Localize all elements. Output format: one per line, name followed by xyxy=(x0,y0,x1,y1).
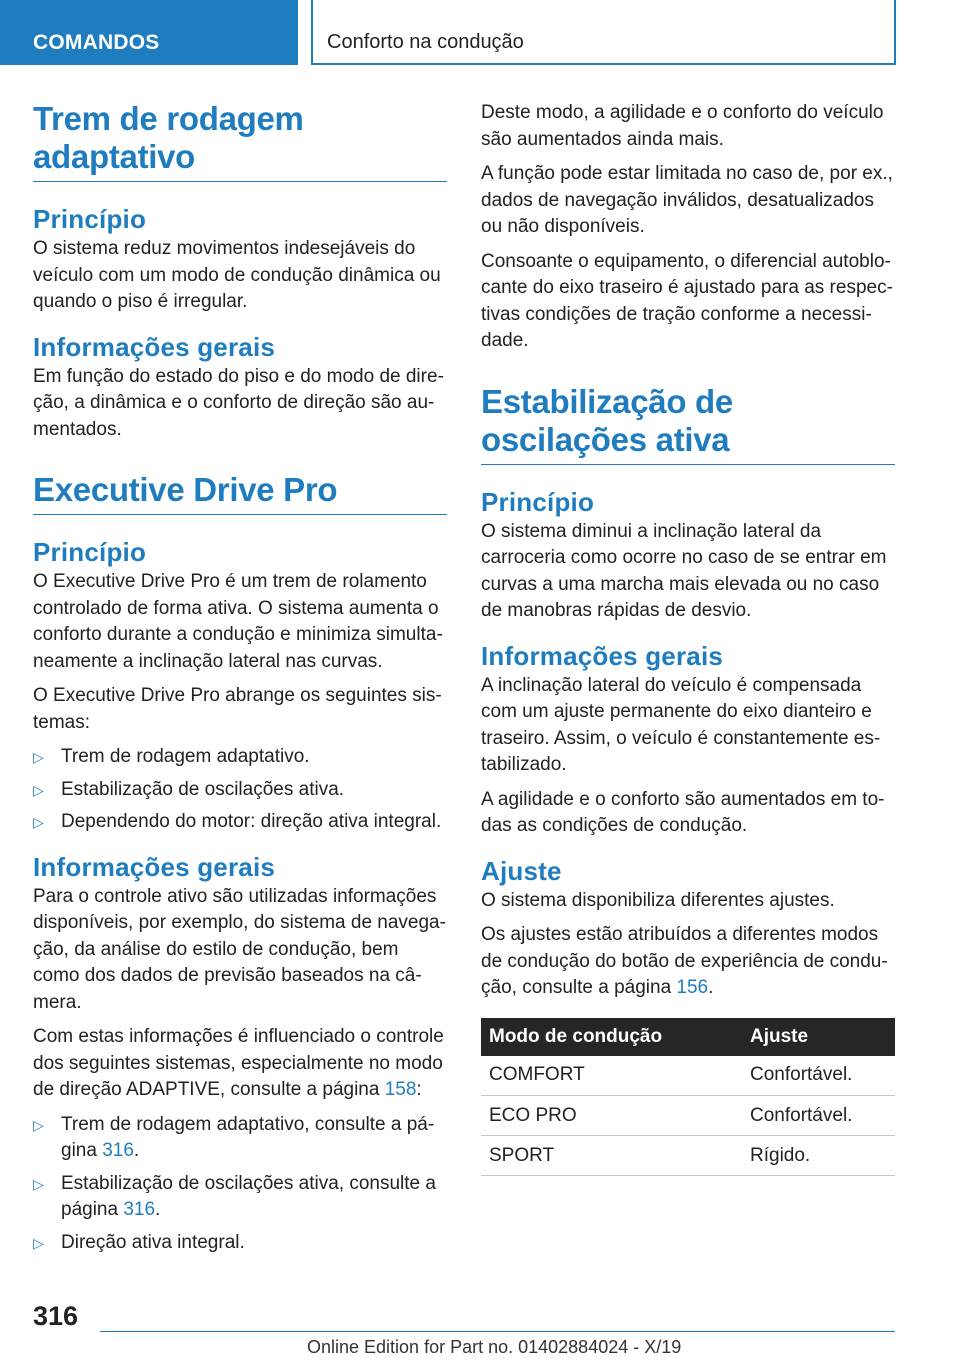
heading-active-roll-stabilization: Estabilização de oscilações ativa xyxy=(481,383,895,465)
settings-table xyxy=(481,1018,895,1177)
page-link[interactable]: 316 xyxy=(102,1140,134,1161)
bullet-list xyxy=(33,1112,447,1257)
list-item: ▷ Direção ativa integral. xyxy=(33,1230,447,1257)
page-link[interactable]: 156 xyxy=(676,977,709,998)
subheading-general-info: Informações gerais xyxy=(33,331,276,362)
left-column xyxy=(33,100,447,1262)
paragraph: Para o controle ativo são utilizadas informações disponíveis, por exemplo, do sistema de navegação, da análise do estilo de condução, bem como dos dados de previsão baseados na câmera. xyxy=(33,885,446,1013)
column-header: Modo de condução xyxy=(481,1018,742,1056)
triangle-bullet-icon: ▷ xyxy=(33,814,44,830)
list-item: ▷ Dependendo do motor: direção ativa integral. xyxy=(33,809,447,836)
paragraph: A agilidade e o conforto são aumentados em todas as condições de condução. xyxy=(481,788,885,836)
bullet-list xyxy=(33,744,447,836)
triangle-bullet-icon: ▷ xyxy=(33,1175,44,1192)
right-column xyxy=(481,100,895,1176)
chapter-title: Conforto na condução xyxy=(311,0,896,65)
table-cell: COMFORT xyxy=(481,1056,742,1096)
subheading-setting: Ajuste xyxy=(481,855,562,886)
table-cell: Confortável. xyxy=(742,1056,895,1096)
page-link[interactable]: 158 xyxy=(384,1079,417,1100)
page-number: 316 xyxy=(33,1301,79,1331)
paragraph: A função pode estar limitada no caso de, por ex., dados de navegação inválidos, desatualizados ou não disponíveis. xyxy=(481,163,893,237)
table-row xyxy=(481,1136,895,1176)
table-cell: Rígido. xyxy=(742,1136,895,1176)
subheading-principle: Princípio xyxy=(33,204,147,234)
column-header: Ajuste xyxy=(742,1018,895,1056)
list-item: ▷ Trem de rodagem adaptativo. xyxy=(33,744,447,771)
paragraph: O Executive Drive Pro abrange os seguintes sistemas: xyxy=(33,685,442,733)
page-link[interactable]: 316 xyxy=(123,1199,156,1220)
triangle-bullet-icon: ▷ xyxy=(33,1234,44,1251)
subheading-principle: Princípio xyxy=(481,486,595,517)
subheading-general-info: Informações gerais xyxy=(481,640,724,671)
paragraph: Com estas informações é influenciado o controle dos seguintes sistemas, especialmente no modo de direção ADAPTIVE, consulte a página 158: xyxy=(33,1026,444,1100)
list-item: ▷ Trem de rodagem adaptativo, consulte a página 316. xyxy=(33,1113,435,1161)
table-cell: Confortável. xyxy=(742,1096,895,1136)
footer-divider xyxy=(100,1331,895,1332)
heading-adaptive-suspension: Trem de rodagem adaptativo xyxy=(33,100,447,182)
table-cell: ECO PRO xyxy=(481,1096,742,1136)
triangle-bullet-icon: ▷ xyxy=(33,749,44,765)
paragraph: Consoante o equipamento, o diferencial autoblocante do eixo traseiro é ajustado para as respectivas condições de tração conforme a necessidade. xyxy=(481,250,893,351)
paragraph: O sistema reduz movimentos indesejáveis do veículo com um modo de condução dinâmica ou quando o piso é irregular. xyxy=(33,238,441,312)
footer-edition: Online Edition for Part no. 01402884024 - X/19 xyxy=(307,1337,682,1357)
list-item: ▷ Estabilização de oscilações ativa, consulte a página 316. xyxy=(33,1172,436,1220)
table-row xyxy=(481,1096,895,1136)
paragraph: O Executive Drive Pro é um trem de rolamento controlado de forma ativa. O sistema aumenta o conforto durante a condução e minimiza simultaneamente a inclinação lateral nas curvas. xyxy=(33,571,443,672)
paragraph: A inclinação lateral do veículo é compensada com um ajuste permanente do eixo dianteiro e traseiro. Assim, o veículo é constantemente estabilizado. xyxy=(481,674,881,775)
table-row xyxy=(481,1056,895,1096)
paragraph: O sistema diminui a inclinação lateral da carroceria como ocorre no caso de se entrar em curvas a uma marcha mais elevada ou no caso de manobras rápidas de desvio. xyxy=(481,520,887,621)
paragraph: Os ajustes estão atribuídos a diferentes modos de condução do botão de experiência de condução, consulte a página 156. xyxy=(481,924,888,998)
table-cell: SPORT xyxy=(481,1136,742,1176)
subheading-principle: Princípio xyxy=(33,537,147,567)
triangle-bullet-icon: ▷ xyxy=(33,781,44,798)
paragraph: Em função do estado do piso e do modo de direção, a dinâmica e o conforto de direção são aumentados. xyxy=(33,365,444,440)
subheading-general-info: Informações gerais xyxy=(33,851,276,882)
heading-executive-drive-pro: Executive Drive Pro xyxy=(33,471,447,515)
table-header-row xyxy=(481,1018,895,1056)
paragraph: O sistema disponibiliza diferentes ajustes. xyxy=(481,889,835,911)
triangle-bullet-icon: ▷ xyxy=(33,1116,44,1133)
section-tab: COMANDOS xyxy=(0,0,298,65)
paragraph: Deste modo, a agilidade e o conforto do veículo são aumentados ainda mais. xyxy=(481,102,884,150)
list-item: ▷ Estabilização de oscilações ativa. xyxy=(33,777,447,804)
